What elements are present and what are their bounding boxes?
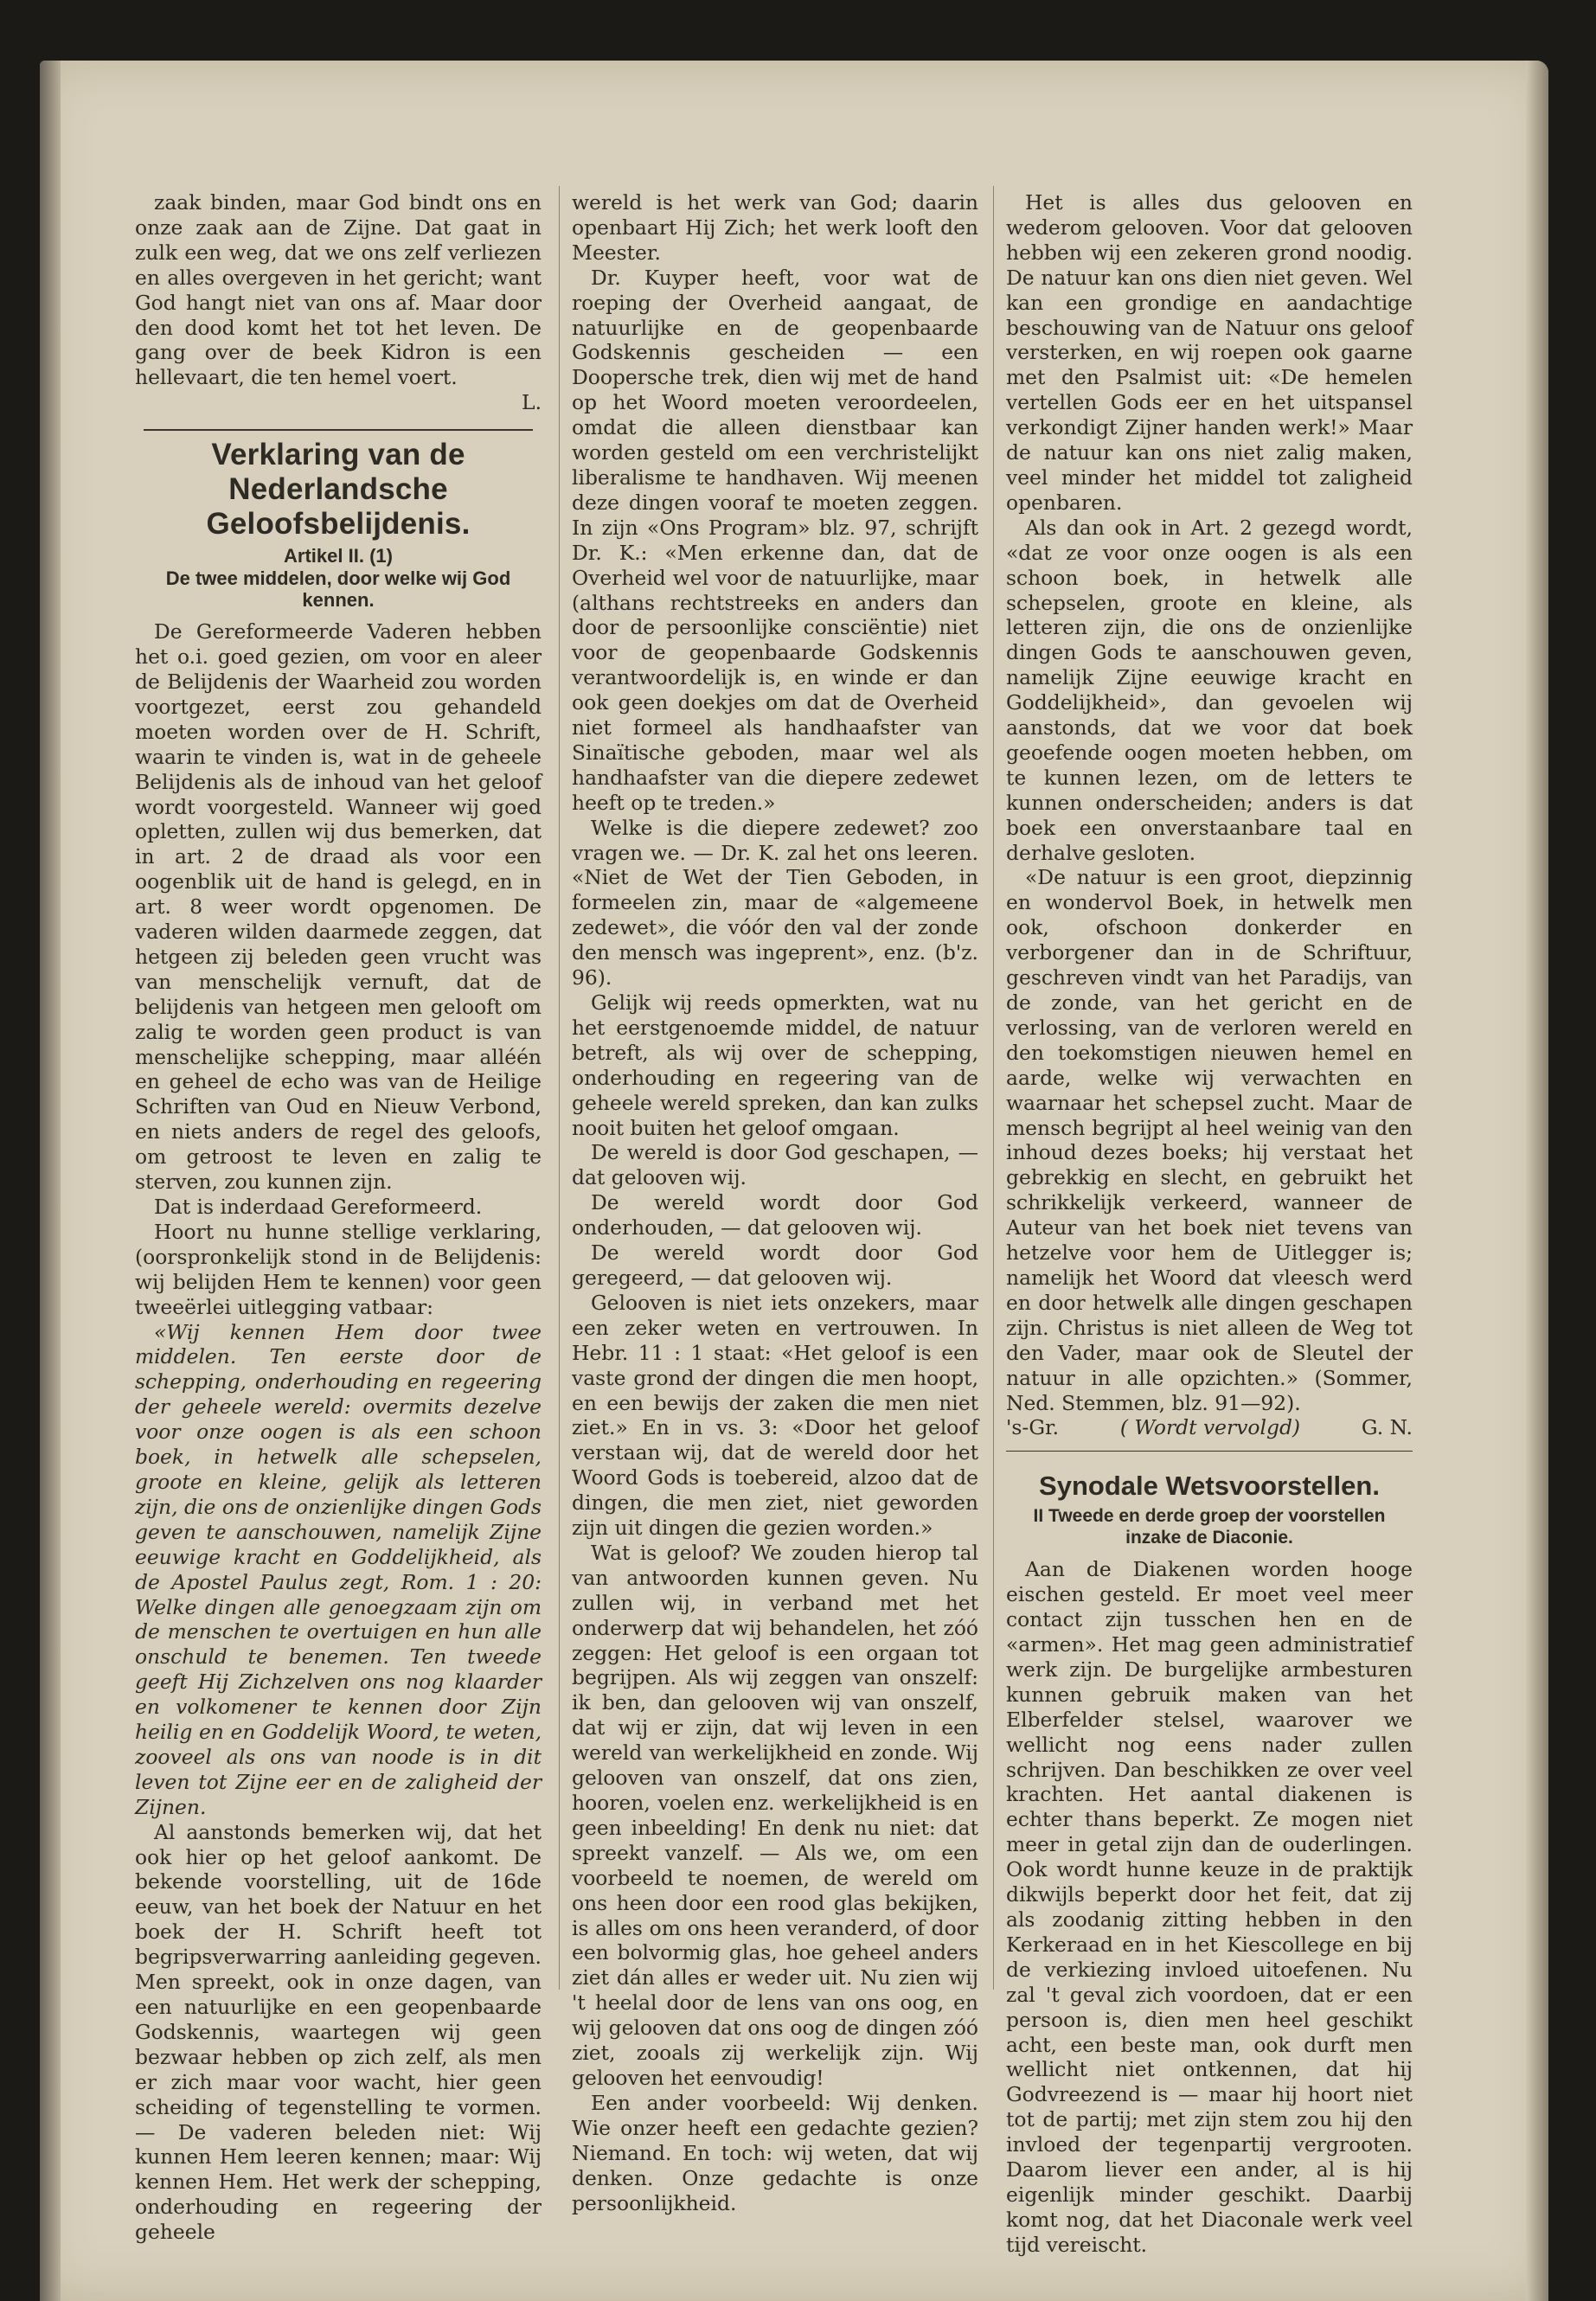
intro-paragraph: zaak binden, maar God bindt ons en onze zaak aan de Zijne. Dat gaat in zulk een weg, dat we ons zelf verliezen en alles overgeven in het gericht; want God hangt niet van ons af. Maar door den dood komt het tot het leven. De gang over de beek Kidron is een hellevaart, die ten hemel voert. xyxy=(135,190,542,390)
signature-name: G. N. xyxy=(1361,1415,1413,1440)
article-paragraph: wereld is het werk van God; daarin openbaart Hij Zich; het werk looft den Meester. xyxy=(572,190,978,265)
article-title: Verklaring van de Nederlandsche Geloofsbelijdenis. xyxy=(206,438,471,542)
article-paragraph: De wereld wordt door God onderhouden, — dat gelooven wij. xyxy=(572,1190,978,1240)
page-spine-shadow xyxy=(40,61,61,2301)
intro-signature: L. xyxy=(522,390,542,415)
signature-place: 's-Gr. xyxy=(1006,1415,1060,1440)
article-paragraph: Gelooven is niet iets onzekers, maar een zeker weten en vertrouwen. In Hebr. 11 : 1 staat: «Het geloof is een vaste grond der dingen die men hoopt, en een bewijs der zaken die men niet ziet.» En in vs. 3: «Door het geloof verstaan wij, dat de wereld door het Woord Gods is toebereid, alzoo dat de dingen, die men ziet, niet geworden zijn uit dingen die gezien worden.» xyxy=(572,1290,978,1541)
to-be-continued-note: ( Wordt vervolgd) xyxy=(1119,1415,1301,1440)
column-3 xyxy=(1006,190,1413,2258)
page-right-edge xyxy=(1526,61,1548,2301)
article-paragraph: Een ander voorbeeld: Wij denken. Wie onzer heeft een gedachte gezien? Niemand. En toch: wij weten, dat wij denken. Onze gedachte is onze persoonlijkheid. xyxy=(572,2090,978,2215)
section-rule xyxy=(144,429,533,431)
confession-quote: «Wij kennen Hem door twee middelen. Ten eerste door de schepping, onderhouding en regeering der geheele wereld: overmits dezelve voor onze oogen is als een schoon boek, in hetwelk alle schepselen, groote en kleine, gelijk als letteren zijn, die ons de onzienlijke dingen Gods geven te aanschouwen, namelijk Zijne eeuwige kracht en Goddelijkheid, als de Apostel Paulus zegt, Rom. 1 : 20: Welke dingen alle genoegzaam zijn om de menschen te overtuigen en hun alle onschuld te benemen. Ten tweede geeft Hij Zichzelven ons nog klaarder en volkomener te kennen door Zijn heilig en en Goddelijk Woord, te weten, zooveel als ons van noode is in dit leven tot Zijne eer en de zaligheid der Zijnen. xyxy=(135,1319,542,1819)
newspaper-page xyxy=(40,61,1548,2301)
column-1 xyxy=(135,190,542,2245)
article-paragraph: Het is alles dus gelooven en wederom gelooven. Voor dat gelooven hebben wij een zekeren grond noodig. De natuur kan ons dien niet geven. Wel kan een grondige en aandachtige beschouwing van de Natuur ons geloof versterken, en wij roepen ook gaarne met den Psalmist uit: «De hemelen vertellen Gods eer en het uitspansel verkondigt Zijner handen werk!» Maar de natuur kan ons niet zalig maken, veel minder het middel tot zaligheid openbaren. xyxy=(1006,190,1413,515)
article-paragraph: «De natuur is een groot, diepzinnig en wondervol Boek, in hetwelk men ook, ofschoon donkerder en verborgener dan in de Schriftuur, geschreven vindt van het Paradijs, van de zonde, van het gericht en de verlossing, van de verloren wereld en den toekomstigen nieuwen hemel en aarde, welke wij verwachten en waarnaar het schepsel zucht. Maar de mensch begrijpt al heel weinig van den inhoud dezes boeks; hij verstaat het gebrekkig en slecht, en gebruikt het schrikkelijk verkeerd, wanneer de Auteur van het boek niet tevens van hetzelve voor hem de Uitlegger is; namelijk het Woord dat vleesch werd en door hetwelk alle dingen geschapen zijn. Christus is niet alleen de Weg tot den Vader, maar ook de Sleutel der natuur in alle opzichten.» (Sommer, Ned. Stemmen, blz. 91—92). xyxy=(1006,865,1413,1415)
article-paragraph: De wereld wordt door God geregeerd, — dat gelooven wij. xyxy=(572,1240,978,1290)
article-paragraph: Al aanstonds bemerken wij, dat het ook hier op het geloof aankomt. De bekende voorstelling, uit de 16de eeuw, van het boek der Natuur en het boek der H. Schrift heeft tot begripsverwarring aanleiding gegeven. Men spreekt, ook in onze dagen, van een natuurlijke en een geopenbaarde Godskennis, waartegen wij geen bezwaar hebben op zich zelf, als men er zich maar voor wacht, hier geen scheiding of tegenstelling te vormen. — De vaderen beleden niet: Wij kunnen Hem leeren kennen; maar: Wij kennen Hem. Het werk der schepping, onderhouding en regeering der geheele xyxy=(135,1819,542,2245)
synod-section-title: Synodale Wetsvoorstellen. xyxy=(1039,1471,1380,1502)
article-paragraph: Als dan ook in Art. 2 gezegd wordt, «dat ze voor onze oogen is als een schoon boek, in hetwelk alle schepselen, groote en kleine, als letteren zijn, die ons de onzienlijke dingen Gods te aanschouwen geven, namelijk Zijne eeuwige kracht en Goddelijkheid», dan gevoelen wij aanstonds, dat we voor dat boek geoefende oogen moeten hebben, om te kunnen lezen, om de letters te kunnen onderscheiden; anders is dat boek een onverstaanbare taal en derhalve gesloten. xyxy=(1006,515,1413,865)
article-paragraph: Aan de Diakenen worden hooge eischen gesteld. Er moet veel meer contact zijn tusschen hen en de «armen». Het mag geen administratief werk zijn. De burgelijke armbesturen kunnen gebruik maken van het Elberfelder stelsel, waarover we wellicht nog eens nader zullen schrijven. Dan beschikken ze over veel krachten. Het aantal diakenen is echter thans beperkt. Ze mogen niet meer in getal zijn dan de ouderlingen. Ook wordt hunne keuze in de praktijk dikwijls beperkt door het feit, dat zij als zoodanig zitting hebben in den Kerkeraad en in het Kiescollege en bij de verkiezing invloed uitoefenen. Nu zal 't geval zich voordoen, dat er een persoon is, dien men heel geschikt acht, een beste man, ook durft men wellicht niet ontkennen, dat hij Godvreezend is — maar hij hoort niet tot de partij; met zijn stem zou hij den invloed der tegenpartij vergrooten. Daarom liever een ander, al is hij eigenlijk minder geschikt. Daarbij komt nog, dat het Diaconale werk veel tijd vereischt. xyxy=(1006,1557,1413,2257)
article-paragraph: Hoort nu hunne stellige verklaring, (oorspronkelijk stond in de Belijdenis: wij belijden Hem te kennen) voor geen tweeërlei uitlegging vatbaar: xyxy=(135,1219,542,1319)
article-paragraph: Dr. Kuyper heeft, voor wat de roeping der Overheid aangaat, de natuurlijke en de geopenbaarde Godskennis gescheiden — een Doopersche trek, dien wij met de hand op het Woord moeten veroordeelen, omdat die alleen dienstbaar kan worden gesteld om een verchristelijkt liberalisme te handhaven. Wij meenen deze dingen vooraf te moeten zeggen. In zijn «Ons Program» blz. 97, schrijft Dr. K.: «Men erkenne dan, dat de Overheid wel voor de natuurlijke, maar (althans rechtstreeks en anders dan door de persoonlijke consciëntie) niet voor de geopenbaarde Godskennis verantwoordelijk is, en winde er dan ook geen doekjes om dat de Overheid niet formeel als handhaafster van Sinaïtische geboden, maar wel als handhaafster van die diepere zedewet heeft op te treden.» xyxy=(572,265,978,815)
column-divider-1 xyxy=(559,186,560,1990)
column-2 xyxy=(572,190,978,2215)
article-label: Artikel II. (1) xyxy=(284,545,393,567)
article-paragraph: De wereld is door God geschapen, — dat gelooven wij. xyxy=(572,1140,978,1190)
article-subtitle: De twee middelen, door welke wij God kennen. xyxy=(165,567,511,612)
article-paragraph: Welke is die diepere zedewet? zoo vragen we. — Dr. K. zal het ons leeren. «Niet de Wet der Tien Geboden, in formeelen zin, maar de «algemeene zedewet», die vóór den val der zonde den mensch was ingeprent», enz. (b'z. 96). xyxy=(572,815,978,990)
article-paragraph: De Gereformeerde Vaderen hebben het o.i. goed gezien, om voor en aleer de Belijdenis der Waarheid zou worden voortgezet, eerst zou gehandeld moeten worden over de H. Schrift, waarin te vinden is, wat in de geheele Belijdenis als de inhoud van het geloof wordt voorgesteld. Wanneer wij goed opletten, zullen wij dus bemerken, dat in art. 2 de draad als voor een oogenblik uit de hand is gelegd, en in art. 8 weer wordt opgenomen. De vaderen wilden daarmede zeggen, dat hetgeen zij beleden geen vrucht was van menschelijk vernuft, dat de belijdenis van hetgeen men gelooft om zalig te worden geen product is van menschelijke schepping, maar alléén en geheel de echo was van de Heilige Schriften van Oud en Nieuw Verbond, en niets anders de regel des geloofs, om getroost te leven en zalig te sterven, zou kunnen zijn. xyxy=(135,619,542,1195)
column-divider-2 xyxy=(993,186,994,1990)
article-paragraph: Wat is geloof? We zouden hierop tal van antwoorden kunnen geven. Nu zullen wij, in verband met het onderwerp dat wij behandelen, het zóó zeggen: Het geloof is een orgaan tot begrijpen. Als wij zeggen van onszelf: ik ben, dan gelooven wij van onszelf, dat wij er zijn, dat wij leven in een wereld van werkelijkheid en zonde. Wij gelooven van onszelf, dat ons zien, hooren, voelen enz. werkelijkheid is en geen inbeelding! En denk nu niet: dat spreekt vanzelf. — Als we, om een voorbeeld te noemen, de wereld om ons heen door een rood glas bekijken, is alles om ons heen veranderd, of door een bolvormig glas, hoe geheel anders ziet dán alles er weder uit. Nu zien wij 't heelal door de lens van ons oog, en wij gelooven dat ons oog de dingen zóó ziet, zooals zij werkelijk zijn. Wij gelooven het eenvoudig! xyxy=(572,1540,978,2090)
synod-section-subtitle: II Tweede en derde groep der voorstellen inzake de Diaconie. xyxy=(1033,1506,1386,1548)
article-paragraph: Gelijk wij reeds opmerkten, wat nu het eerstgenoemde middel, de natuur betreft, als wij over de schepping, onderhouding en regeering van de geheele wereld spreken, dan kan zulks nooit buiten het geloof omgaan. xyxy=(572,990,978,1140)
article-signature-line xyxy=(1006,1415,1413,1440)
section-rule xyxy=(1006,1451,1413,1452)
article-paragraph: Dat is inderdaad Gereformeerd. xyxy=(154,1195,483,1219)
